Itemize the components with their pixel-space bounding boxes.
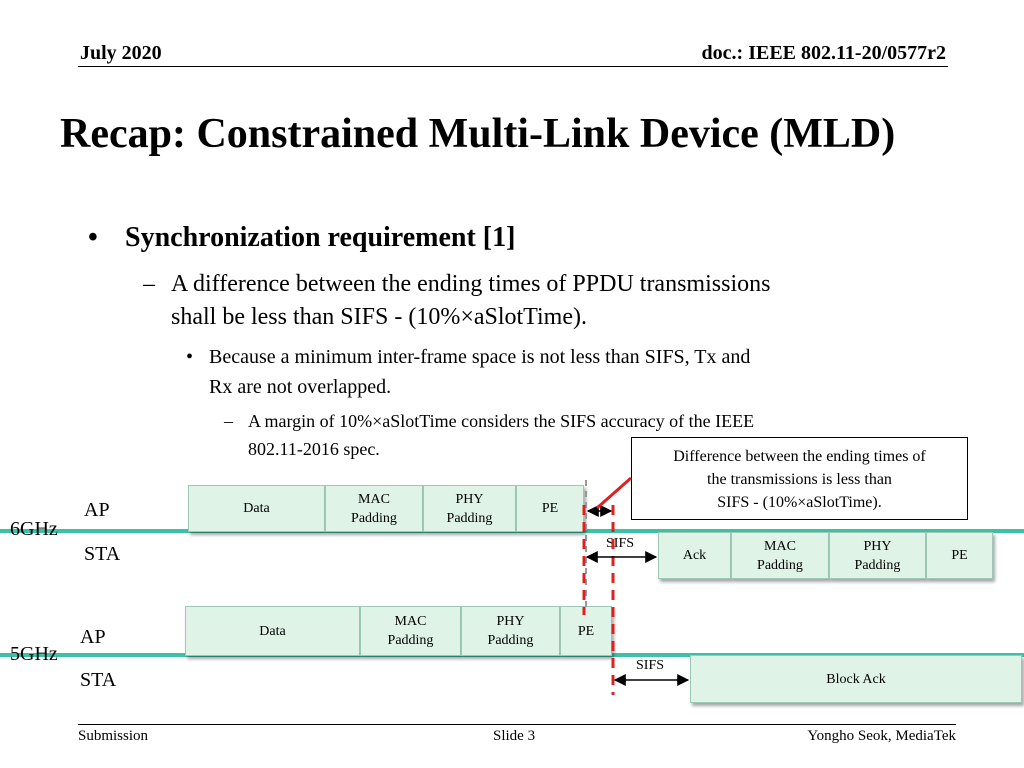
bullet-l3-line1: Because a minimum inter-frame space is not less than SIFS, Tx and bbox=[209, 346, 751, 368]
ap5-data-label: Data bbox=[259, 623, 286, 639]
header-date: July 2020 bbox=[80, 42, 162, 64]
ap-5ghz-label: AP bbox=[80, 626, 106, 648]
bullet-l4-line1: A margin of 10%×aSlotTime considers the SIFS accuracy of the IEEE bbox=[248, 411, 755, 431]
ap6-data-label: Data bbox=[243, 501, 270, 516]
bullet-l3-marker: • bbox=[186, 346, 194, 368]
sta6-phy-label: PHY bbox=[863, 538, 892, 554]
ap5-mac-padding-label: Padding bbox=[387, 633, 434, 648]
band-5ghz-label: 5GHz bbox=[10, 643, 58, 665]
sta-5ghz-label: STA bbox=[80, 669, 117, 691]
ap5-mac-label: MAC bbox=[394, 614, 427, 629]
bullet-l1-text: Synchronization requirement [1] bbox=[125, 222, 516, 253]
footer-slide-number: Slide 3 bbox=[493, 728, 536, 744]
ap-6ghz-label: AP bbox=[84, 499, 110, 521]
callout-line1: Difference between the ending times of bbox=[673, 448, 926, 465]
ap6-phy-padding-label: Padding bbox=[446, 510, 493, 526]
bullet-l3-line2: Rx are not overlapped. bbox=[209, 376, 392, 398]
bullet-l1-marker: • bbox=[88, 222, 98, 253]
bullet-l2-marker: – bbox=[143, 271, 155, 297]
callout-line3: SIFS - (10%×aSlotTime). bbox=[717, 494, 882, 511]
bullet-l4-line2: 802.11-2016 spec. bbox=[248, 439, 380, 459]
slide-title: Recap: Constrained Multi-Link Device (MLD) bbox=[60, 111, 896, 157]
bullet-l4-marker: – bbox=[224, 411, 233, 431]
sta5-block-ack-label: Block Ack bbox=[826, 671, 886, 687]
callout-pointer bbox=[597, 478, 631, 508]
sta-6ghz-label: STA bbox=[84, 543, 121, 565]
footer-rule bbox=[78, 724, 956, 725]
band-6ghz-label: 6GHz bbox=[10, 518, 58, 540]
ap6-mac-label: MAC bbox=[358, 491, 390, 507]
ap5-pe-label: PE bbox=[577, 623, 595, 639]
ap6-mac-padding-label: Padding bbox=[351, 510, 397, 526]
bullet-l2-line2: shall be less than SIFS - (10%×aSlotTime). bbox=[171, 304, 587, 330]
ap6-pe-label: PE bbox=[541, 501, 559, 516]
sifs-5ghz-label: SIFS bbox=[636, 658, 665, 673]
sifs-6ghz-label: SIFS bbox=[606, 536, 635, 551]
footer-author: Yongho Seok, MediaTek bbox=[807, 728, 956, 744]
callout-line2: the transmissions is less than bbox=[707, 471, 892, 488]
header-doc-id: doc.: IEEE 802.11-20/0577r2 bbox=[701, 42, 946, 64]
ap5-phy-label: PHY bbox=[496, 614, 525, 629]
ap5-phy-padding-label: Padding bbox=[487, 633, 534, 648]
sta6-phy-padding-label: Padding bbox=[854, 557, 901, 573]
bullet-l2-line1: A difference between the ending times of PPDU transmissions bbox=[171, 271, 771, 297]
sta6-mac-padding-label: Padding bbox=[757, 557, 803, 573]
sta6-mac-label: MAC bbox=[764, 538, 796, 554]
sta6-ack-label: Ack bbox=[682, 548, 707, 563]
ap6-phy-label: PHY bbox=[455, 491, 484, 507]
sta6-pe-label: PE bbox=[951, 548, 968, 563]
footer-submission: Submission bbox=[78, 728, 149, 744]
